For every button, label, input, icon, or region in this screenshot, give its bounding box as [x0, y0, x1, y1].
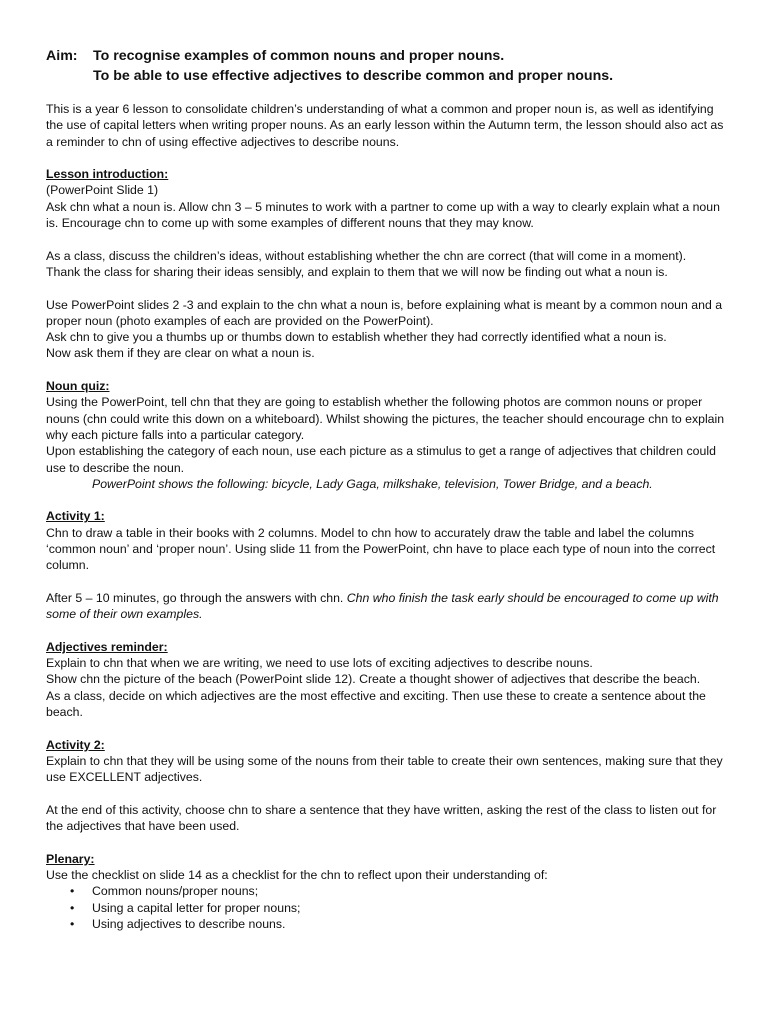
checklist-item-text: Common nouns/proper nouns; [92, 884, 259, 899]
lesson-intro-paragraph-4: Use PowerPoint slides 2 -3 and explain to the chn what a noun is, before explaining what is meant by a common noun and a proper noun (photo examples of each are provided on the PowerPoint). [46, 297, 723, 328]
aim-label: Aim: [46, 48, 78, 64]
adjectives-paragraph-2: Show chn the picture of the beach (PowerPoint slide 12). Create a thought shower of adjectives that describe the beach. [46, 672, 701, 687]
adjectives-paragraph-3: As a class, decide on which adjectives are the most effective and exciting. Then use these to create a sentence about the beach. [46, 688, 706, 719]
plenary-paragraph-1: Use the checklist on slide 14 as a checklist for the chn to reflect upon their understanding of: [46, 867, 548, 882]
plenary-checklist [46, 883, 726, 932]
lesson-intro-paragraph-6: Now ask them if they are clear on what a noun is. [46, 346, 315, 361]
list-item [46, 916, 726, 932]
lesson-intro-discussion [46, 248, 726, 281]
activity-1-extension-note: Chn who finish the task early should be encouraged to come up with some of their own examples. [46, 590, 719, 622]
plenary-section [46, 851, 726, 884]
lesson-intro-slide-ref: (PowerPoint Slide 1) [46, 183, 159, 198]
checklist-item-text: Using adjectives to describe nouns. [92, 916, 286, 931]
noun-quiz-powerpoint-note: PowerPoint shows the following: bicycle, Lady Gaga, milkshake, television, Tower Bridge, and a beach. [92, 476, 653, 491]
bullet: • [70, 916, 75, 931]
lesson-intro-paragraph-5: Ask chn to give you a thumbs up or thumbs down to establish whether they had correctly identified what a noun is. [46, 330, 667, 345]
activity-1-section [46, 508, 726, 573]
lesson-intro-paragraph-3: Thank the class for sharing their ideas sensibly, and explain to them that we will now be finding out what a noun is. [46, 264, 668, 279]
noun-quiz-heading: Noun quiz: [46, 379, 110, 394]
adjectives-paragraph-1: Explain to chn that when we are writing, we need to use lots of exciting adjectives to describe nouns. [46, 656, 593, 671]
bullet: • [70, 900, 75, 915]
noun-quiz-paragraph-2: Upon establishing the category of each noun, use each picture as a stimulus to get a range of adjectives that children could use to describe the noun. [46, 444, 716, 475]
noun-quiz-paragraph-1: Using the PowerPoint, tell chn that they are going to establish whether the following photos are common nouns or proper nouns (chn could write this down on a whiteboard). Whilst showing the pictures, the teacher should encourage chn to explain why each picture falls into a particular category. [46, 395, 725, 442]
list-item [46, 883, 726, 899]
activity-2-share: At the end of this activity, choose chn to share a sentence that they have written, asking the rest of the class to listen out for the adjectives that have been used. [46, 802, 717, 834]
bullet: • [70, 884, 75, 899]
activity-2-heading: Activity 2: [46, 737, 105, 752]
aim-line-1 [46, 46, 746, 66]
activity-1-paragraph-1: Chn to draw a table in their books with 2 columns. Model to chn how to accurately draw the table and label the columns ‘common noun’ and ‘proper noun’. Using slide 11 from the PowerPoint, chn have to place each type of noun into the correct column. [46, 525, 716, 573]
adjectives-section [46, 639, 726, 720]
document-body [46, 101, 726, 932]
intro-paragraph: This is a year 6 lesson to consolidate children’s understanding of what a common and proper noun is, as well as identifying the use of capital letters when writing proper nouns. As an early lesson within the Autumn term, the lesson should also act as a reminder to chn of using effective adjectives to describe nouns. [46, 102, 724, 149]
activity-1-review [46, 590, 726, 623]
adjectives-heading: Adjectives reminder: [46, 639, 168, 654]
activity-2-paragraph-1: Explain to chn that they will be using some of the nouns from their table to create their own sentences, making sure that they use EXCELLENT adjectives. [46, 753, 723, 785]
lesson-intro-section [46, 166, 726, 231]
aim-block [46, 46, 746, 86]
aim-objective-2: To be able to use effective adjectives to describe common and proper nouns. [93, 68, 614, 84]
list-item [46, 900, 726, 916]
lesson-intro-paragraph-2: As a class, discuss the children’s ideas, without establishing whether the chn are correct (that will come in a moment). [46, 248, 687, 263]
plenary-heading: Plenary: [46, 851, 95, 866]
aim-objective-1: To recognise examples of common nouns and proper nouns. [93, 48, 505, 64]
activity-2-section [46, 737, 726, 786]
checklist-item-text: Using a capital letter for proper nouns; [92, 900, 301, 915]
lesson-intro-slides [46, 297, 726, 362]
activity-1-paragraph-2: After 5 – 10 minutes, go through the answers with chn. [46, 590, 347, 605]
lesson-intro-heading: Lesson introduction: [46, 167, 169, 182]
activity-1-heading: Activity 1: [46, 509, 105, 524]
lesson-intro-paragraph-1: Ask chn what a noun is. Allow chn 3 – 5 minutes to work with a partner to come up with a way to clearly explain what a noun is. Encourage chn to come up with some examples of different nouns that they may know. [46, 199, 720, 231]
noun-quiz-section [46, 378, 726, 492]
